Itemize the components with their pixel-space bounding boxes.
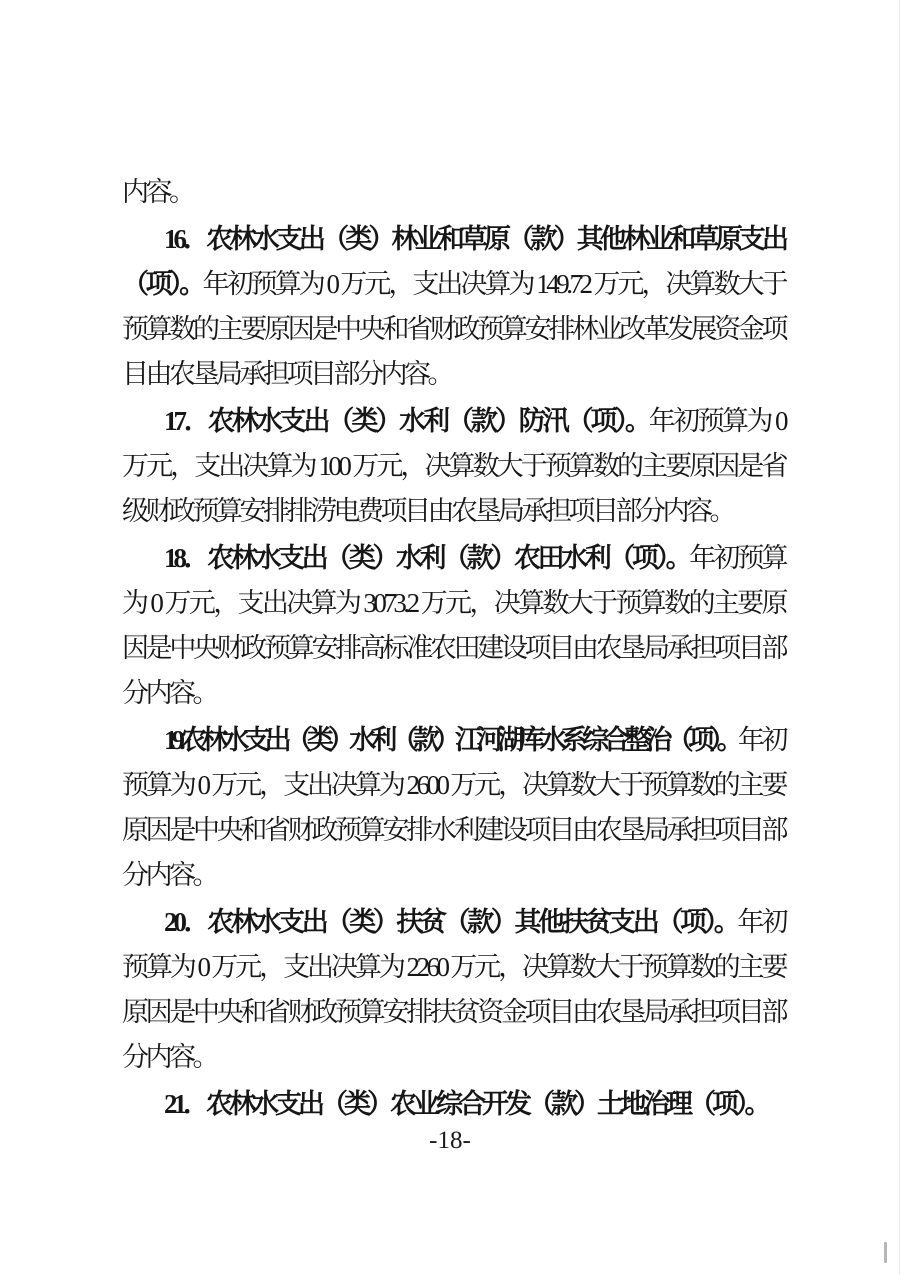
paragraph-item-17	[122, 399, 785, 534]
scan-artifact-mark	[884, 1242, 887, 1263]
item-19-body: 年初预算为 0 万元，支出决算为 2600 万元，决算数大于预算数的主要原因是中央和省财政预算安排水利建设项目由农垦局承担项目部分内容。	[122, 725, 786, 890]
paragraph-item-21	[122, 1082, 785, 1127]
page-number: -18-	[429, 1127, 471, 1154]
item-20-body: 年初预算为 0 万元，支出决算为 2260 万元，决算数大于预算数的主要原因是中央和省财政预算安排扶贫资金项目由农垦局承担项目部分内容。	[122, 907, 786, 1072]
paragraph-continuation	[122, 170, 785, 215]
paragraph-item-16	[122, 217, 785, 397]
item-17-body: 年初预算为 0 万元，支出决算为 100 万元，决算数大于预算数的主要原因是省级财政预算安排排涝电费项目由农垦局承担项目部分内容。	[122, 406, 785, 526]
item-21-heading: 21．农林水支出（类）农业综合开发（款）土地治理（项）。	[164, 1089, 768, 1119]
item-19-heading: 19.农林水支出（类）水利（款）江河湖库水系综合整治（项）。	[164, 725, 738, 755]
item-17-heading: 17．农林水支出（类）水利（款）防汛（项）。	[164, 406, 649, 436]
item-20-heading: 20．农林水支出（类）扶贫（款）其他扶贫支出（项）。	[164, 907, 738, 937]
item-16-body: 年初预算为 0 万元，支出决算为 149.72 万元，决算数大于预算数的主要原因是中央和省财政预算安排林业改革发展资金项目由农垦局承担项目部分内容。	[122, 269, 786, 389]
document-text-block	[122, 170, 785, 1129]
paragraph-item-18	[122, 536, 785, 716]
item-16-heading: 16．农林水支出（类）林业和草原（款）其他林业和草原支出（项）。	[122, 224, 785, 299]
item-18-body: 年初预算为 0 万元，支出决算为 3073.2 万元，决算数大于预算数的主要原因是中央财政预算安排高标准农田建设项目由农垦局承担项目部分内容。	[122, 543, 786, 708]
paragraph-item-19	[122, 718, 785, 898]
item-18-heading: 18．农林水支出（类）水利（款）农田水利（项）。	[164, 543, 690, 573]
paragraph-item-20	[122, 900, 785, 1080]
continuation-text: 内容。	[122, 177, 193, 207]
